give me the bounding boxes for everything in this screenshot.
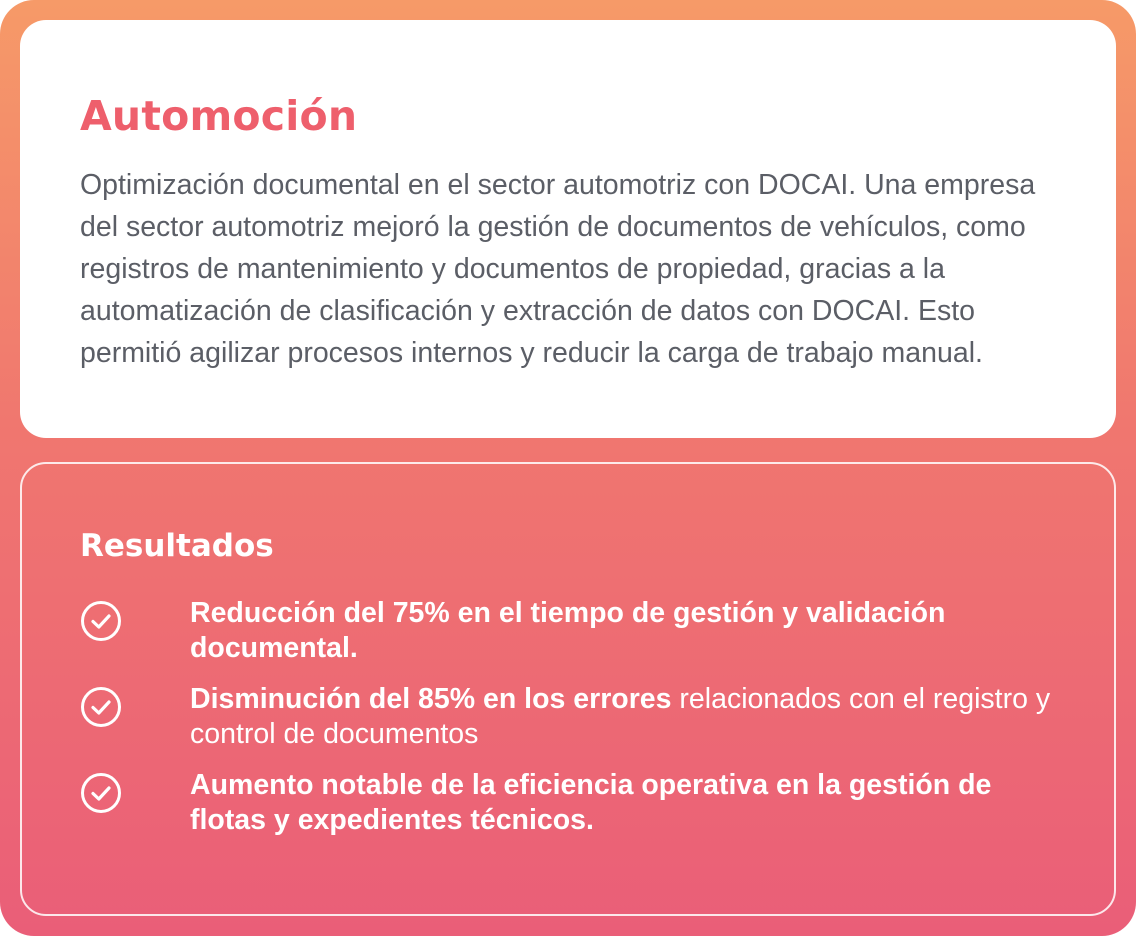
result-text <box>190 596 1056 666</box>
intro-panel <box>20 20 1116 438</box>
results-title: Resultados <box>80 528 274 564</box>
check-circle-icon <box>80 686 122 728</box>
results-panel <box>20 462 1116 916</box>
intro-description: Optimización documental en el sector automotriz con DOCAI. Una empresa del sector automotriz mejoró la gestión de documentos de vehículos, como registros de mantenimiento y documentos de propiedad, gracias a la automatización de clasificación y extracción de datos con DOCAI. Esto permitió agilizar procesos internos y reducir la carga de trabajo manual. <box>80 169 1036 369</box>
result-text <box>190 768 1056 838</box>
result-text <box>190 682 1056 752</box>
result-item <box>80 682 1056 752</box>
intro-title: Automoción <box>80 92 358 140</box>
result-item <box>80 768 1056 838</box>
result-highlight: Reducción del 75% en el tiempo de gestión y validación documental. <box>190 597 946 664</box>
result-highlight: Disminución del 85% en los errores <box>190 683 672 715</box>
check-circle-icon <box>80 600 122 642</box>
check-circle-icon <box>80 772 122 814</box>
result-highlight: Aumento notable de la eficiencia operativa en la gestión de flotas y expedientes técnicos. <box>190 769 992 836</box>
result-item <box>80 596 1056 666</box>
result-detail: relacionados con el registro y control de documentos <box>190 683 1051 750</box>
results-list <box>80 596 1056 838</box>
